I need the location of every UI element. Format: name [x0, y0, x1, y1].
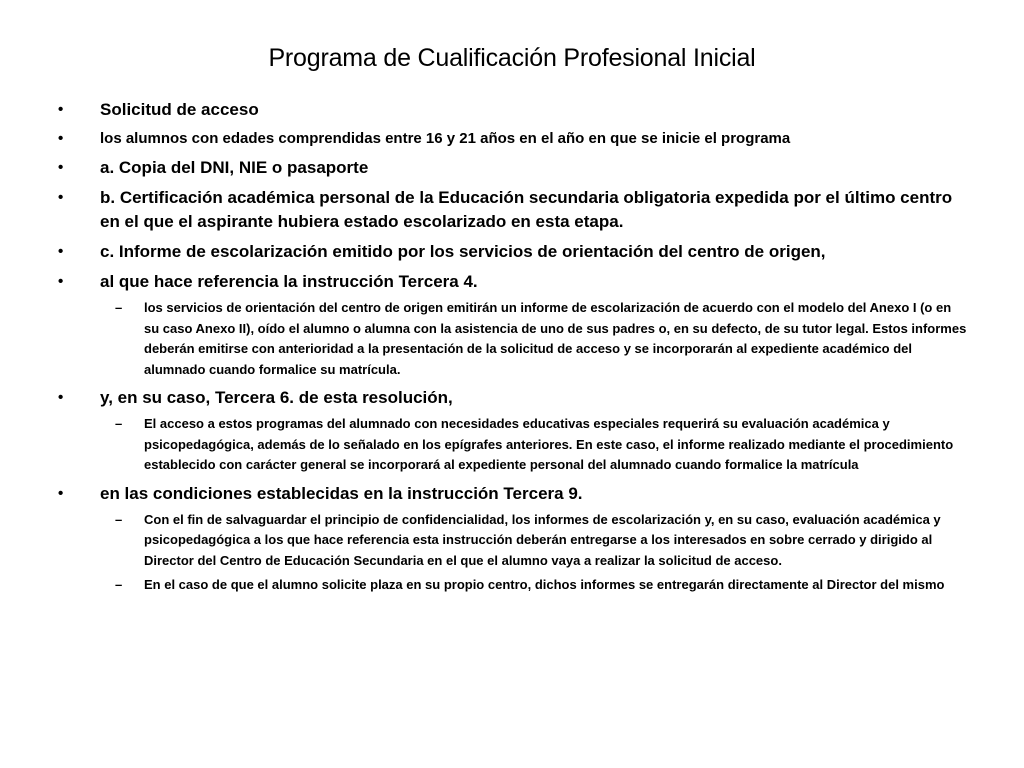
sub-list-item-text: los servicios de orientación del centro de origen emitirán un informe de escolarización de acuerdo con el modelo del Anexo I (o en su caso Anexo II), oído el alumno o alumna con la asistencia de uno de sus padres o, en su defecto, de su tutor legal. Estos informes deberán emitirse con anterioridad a la presentación de la solicitud de acceso y se incorporarán al expediente académico del alumnado cuando formalice su matrícula.: [144, 300, 967, 377]
list-item: [58, 270, 968, 294]
list-item-text: a. Copia del DNI, NIE o pasaporte: [100, 158, 369, 177]
sub-list-item: [58, 298, 968, 380]
list-item-text: y, en su caso, Tercera 6. de esta resolución,: [100, 388, 453, 407]
dash-marker: –: [115, 416, 123, 431]
bullet-list: [58, 98, 968, 602]
bullet-marker: •: [58, 243, 64, 260]
list-item-text: los alumnos con edades comprendidas entre 16 y 21 años en el año en que se inicie el programa: [100, 130, 791, 147]
list-item: [58, 240, 968, 264]
dash-marker: –: [115, 511, 123, 527]
dash-marker: –: [115, 577, 123, 592]
sub-list-item: [58, 510, 968, 572]
slide-title: Programa de Cualificación Profesional Inicial: [268, 44, 756, 72]
list-item: [58, 128, 968, 150]
dash-marker: –: [115, 300, 123, 315]
bullet-marker: •: [58, 101, 64, 118]
list-item-text: en las condiciones establecidas en la instrucción Tercera 9.: [100, 483, 583, 503]
bullet-marker: •: [58, 484, 64, 502]
bullet-marker: •: [58, 159, 64, 176]
bullet-marker: •: [58, 273, 64, 290]
list-item: [58, 482, 968, 506]
list-item-text: al que hace referencia la instrucción Tercera 4.: [100, 272, 478, 291]
bullet-marker: •: [58, 189, 64, 206]
list-item-text: b. Certificación académica personal de la Educación secundaria obligatoria expedida por el último centro en el que el aspirante hubiera estado escolarizado en esta etapa.: [100, 188, 953, 231]
sub-list-item-text: El acceso a estos programas del alumnado con necesidades educativas especiales requerirá su evaluación académica y psicopedagógica, además de lo señalado en los epígrafes anteriores. En este caso, el informe realizado mediante el procedimiento establecido con carácter general se incorporará al expediente personal del alumnado cuando formalice la matrícula: [144, 416, 954, 472]
list-item-text: Solicitud de acceso: [100, 100, 259, 119]
list-item: [58, 98, 968, 122]
list-item: [58, 386, 968, 410]
bullet-marker: •: [58, 130, 64, 147]
sub-list-item-text: Con el fin de salvaguardar el principio de confidencialidad, los informes de escolarización y, en su caso, evaluación académica y psicopedagógica a los que hace referencia esta instrucción deberán entregarse a los interesados en sobre cerrado y dirigido al Director del Centro de Educación Secundaria en el que el alumno vaya a realizar la solicitud de acceso.: [144, 511, 941, 568]
bullet-marker: •: [58, 389, 64, 406]
sub-list-item: [58, 414, 968, 476]
list-item: [58, 186, 968, 234]
list-item: [58, 156, 968, 180]
list-item-text: c. Informe de escolarización emitido por los servicios de orientación del centro de origen,: [100, 242, 826, 261]
sub-list-item-text: En el caso de que el alumno solicite plaza en su propio centro, dichos informes se entregarán directamente al Director del mismo: [144, 577, 945, 592]
sub-list-item: [58, 575, 968, 596]
